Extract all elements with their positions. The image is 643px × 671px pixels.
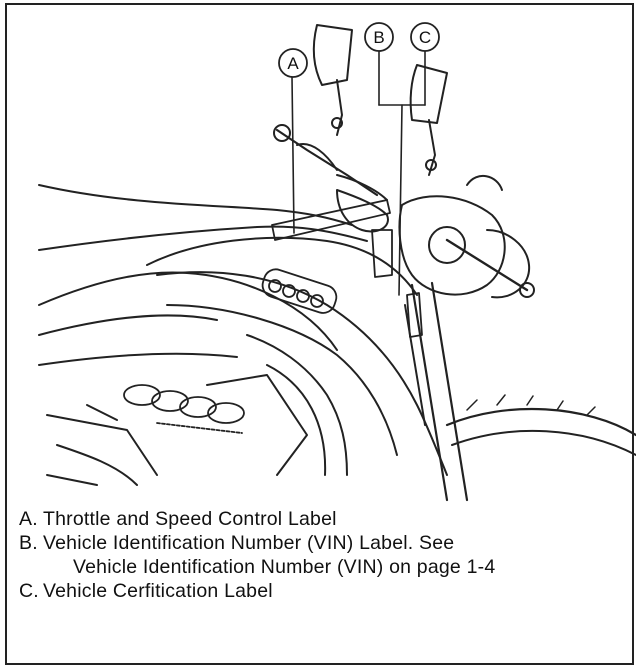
tank-upper [147, 238, 417, 295]
svg-text:B: B [373, 28, 385, 47]
leader-bc [399, 105, 402, 295]
legend-item-c [19, 579, 624, 603]
legend-item-b-continuation: Vehicle Identification Number (VIN) on page 1-4 [73, 556, 496, 578]
side-logo [124, 385, 244, 433]
vin-label-strip [372, 230, 392, 277]
figure-frame [5, 3, 634, 665]
callout-c [411, 23, 439, 51]
callout-a [279, 49, 307, 77]
legend-item-b [19, 531, 624, 555]
throttle-housing [337, 190, 388, 232]
mirror-left [314, 25, 352, 85]
legend-text: Vehicle Identification Number (VIN) Label. See [43, 532, 455, 554]
tank-logo [259, 266, 339, 316]
legend-letter: B. [19, 532, 38, 554]
handlebar-right [447, 240, 527, 290]
leader-a [292, 77, 294, 233]
callout-b [365, 23, 393, 51]
svg-text:C: C [418, 28, 432, 47]
legend-letter: C. [19, 580, 39, 602]
fork-left [412, 285, 447, 500]
mirror-right [411, 65, 447, 123]
legend-text: Vehicle Cerfitication Label [43, 580, 273, 602]
legend [19, 507, 624, 603]
seat-outline [39, 185, 352, 225]
svg-text:A: A [287, 54, 299, 73]
headlight [399, 196, 504, 294]
legend-letter: A. [19, 508, 38, 530]
motorcycle-front-illustration [7, 5, 636, 505]
legend-text: Throttle and Speed Control Label [43, 508, 337, 530]
tank-side [39, 272, 337, 350]
legend-item-a [19, 507, 624, 531]
handlebar-left [277, 130, 377, 195]
